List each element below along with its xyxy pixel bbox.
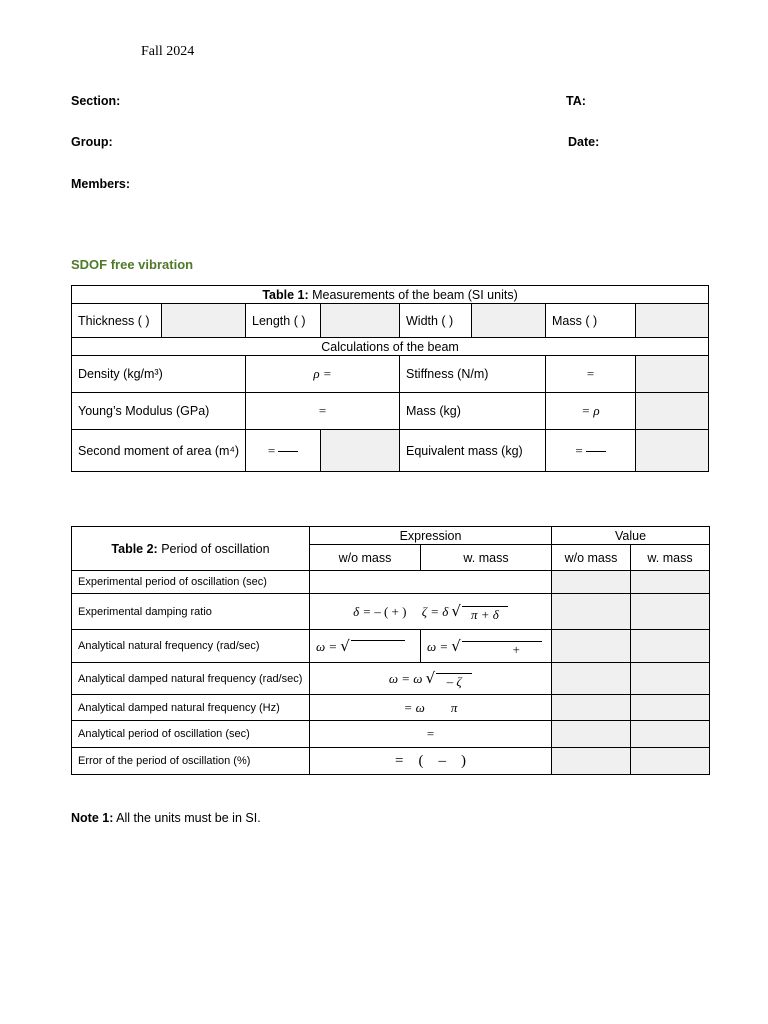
fraction-bar [586,451,606,452]
exp-damping-wo-mass-cell[interactable] [552,594,631,630]
expr-w-mass-header: w. mass [421,545,552,571]
youngs-modulus-label: Young’s Modulus (GPa) [72,393,246,430]
fraction-bar [278,451,298,452]
row-an-damped-hz-label: Analytical damped natural frequency (Hz) [72,695,310,721]
row-error-label: Error of the period of oscillation (%) [72,748,310,775]
an-natural-wo-mass-cell[interactable] [552,630,631,663]
table1-caption [72,286,709,304]
term-label: Fall 2024 [141,44,195,59]
zeta-radicand: π + δ [462,606,508,621]
sqrt-icon: √ [425,669,436,688]
an-damped-rad-wo-mass-cell[interactable] [552,663,631,695]
error-w-mass-cell[interactable] [631,748,710,775]
mass-expression: = ρ [581,403,600,418]
an-natural-w-mass-cell[interactable] [631,630,710,663]
stiffness-value-cell[interactable] [636,356,709,393]
table1-caption-bold: Table 1: [262,287,309,302]
equivalent-mass-expression: = [575,442,583,458]
error-expression: = ( – ) [395,752,466,769]
thickness-value-cell[interactable] [162,304,246,338]
thickness-label: Thickness ( ) [72,304,162,338]
delta-expression: δ = – [353,604,381,620]
width-label: Width ( ) [400,304,472,338]
omega-w-expression: ω = [427,638,449,654]
value-w-mass-header: w. mass [631,545,710,571]
expr-wo-mass-header: w/o mass [310,545,421,571]
an-damped-hz-w-mass-cell[interactable] [631,695,710,721]
mass-measured-label: Mass ( ) [546,304,636,338]
group-label: Group: [71,135,113,149]
section-heading: SDOF free vibration [71,257,194,272]
exp-period-expression-cell [310,571,552,594]
width-value-cell[interactable] [472,304,546,338]
table2-caption-bold: Table 2: [111,541,158,556]
an-period-w-mass-cell[interactable] [631,721,710,748]
beam-measurements-table [71,285,709,472]
stiffness-expression: = [586,366,595,381]
mass-kg-value-cell[interactable] [636,393,709,430]
exp-period-w-mass-cell[interactable] [631,571,710,594]
zeta-expression: ζ = δ [421,604,449,620]
period-expression: = [426,726,435,741]
an-damped-rad-w-mass-cell[interactable] [631,663,710,695]
calc-caption: Calculations of the beam [72,338,709,356]
hz-expression: = ω π [403,699,458,715]
length-label: Length ( ) [246,304,321,338]
mass-measured-value-cell[interactable] [636,304,709,338]
damped-radicand: – ζ [436,673,472,688]
date-label: Date: [568,135,600,149]
row-an-natural-label: Analytical natural frequency (rad/sec) [72,630,310,663]
second-moment-expression: = [267,442,276,458]
section-label: Section: [71,94,121,108]
members-label: Members: [71,177,131,191]
mass-kg-label: Mass (kg) [400,393,546,430]
sqrt-icon: √ [340,636,350,655]
note [71,811,261,825]
damped-omega-expression: ω = ω [388,671,423,687]
sqrt-icon: √ [451,636,461,655]
length-value-cell[interactable] [321,304,400,338]
table2-caption-text: Period of oscillation [157,541,270,556]
omega-wo-radicand [351,640,405,655]
ta-label: TA: [566,94,586,108]
density-expression: ρ = [313,366,332,381]
youngs-expression: = [318,403,327,418]
an-period-wo-mass-cell[interactable] [552,721,631,748]
exp-period-wo-mass-cell[interactable] [552,571,631,594]
second-moment-value-cell[interactable] [321,430,400,472]
exp-damping-w-mass-cell[interactable] [631,594,710,630]
expression-header: Expression [310,527,552,545]
period-of-oscillation-table [71,526,710,775]
row-an-damped-rad-label: Analytical damped natural frequency (rad/sec) [72,663,310,695]
equivalent-mass-label: Equivalent mass (kg) [400,430,546,472]
row-exp-damping-label: Experimental damping ratio [72,594,310,630]
table2-caption [72,527,310,571]
note-text: All the units must be in SI. [113,811,261,825]
density-label: Density (kg/m³) [72,356,246,393]
table1-caption-text: Measurements of the beam (SI units) [308,287,518,302]
an-damped-hz-wo-mass-cell[interactable] [552,695,631,721]
row-exp-period-label: Experimental period of oscillation (sec) [72,571,310,594]
equivalent-mass-value-cell[interactable] [636,430,709,472]
row-an-period-label: Analytical period of oscillation (sec) [72,721,310,748]
note-bold: Note 1: [71,811,114,825]
omega-wo-expression: ω = [316,638,338,654]
stiffness-label: Stiffness (N/m) [400,356,546,393]
value-header: Value [552,527,710,545]
delta-paren: ( + ) [383,604,407,620]
value-wo-mass-header: w/o mass [552,545,631,571]
omega-w-radicand: + [462,641,542,655]
error-wo-mass-cell[interactable] [552,748,631,775]
second-moment-label: Second moment of area (m⁴) [72,430,246,472]
sqrt-icon: √ [451,602,461,621]
